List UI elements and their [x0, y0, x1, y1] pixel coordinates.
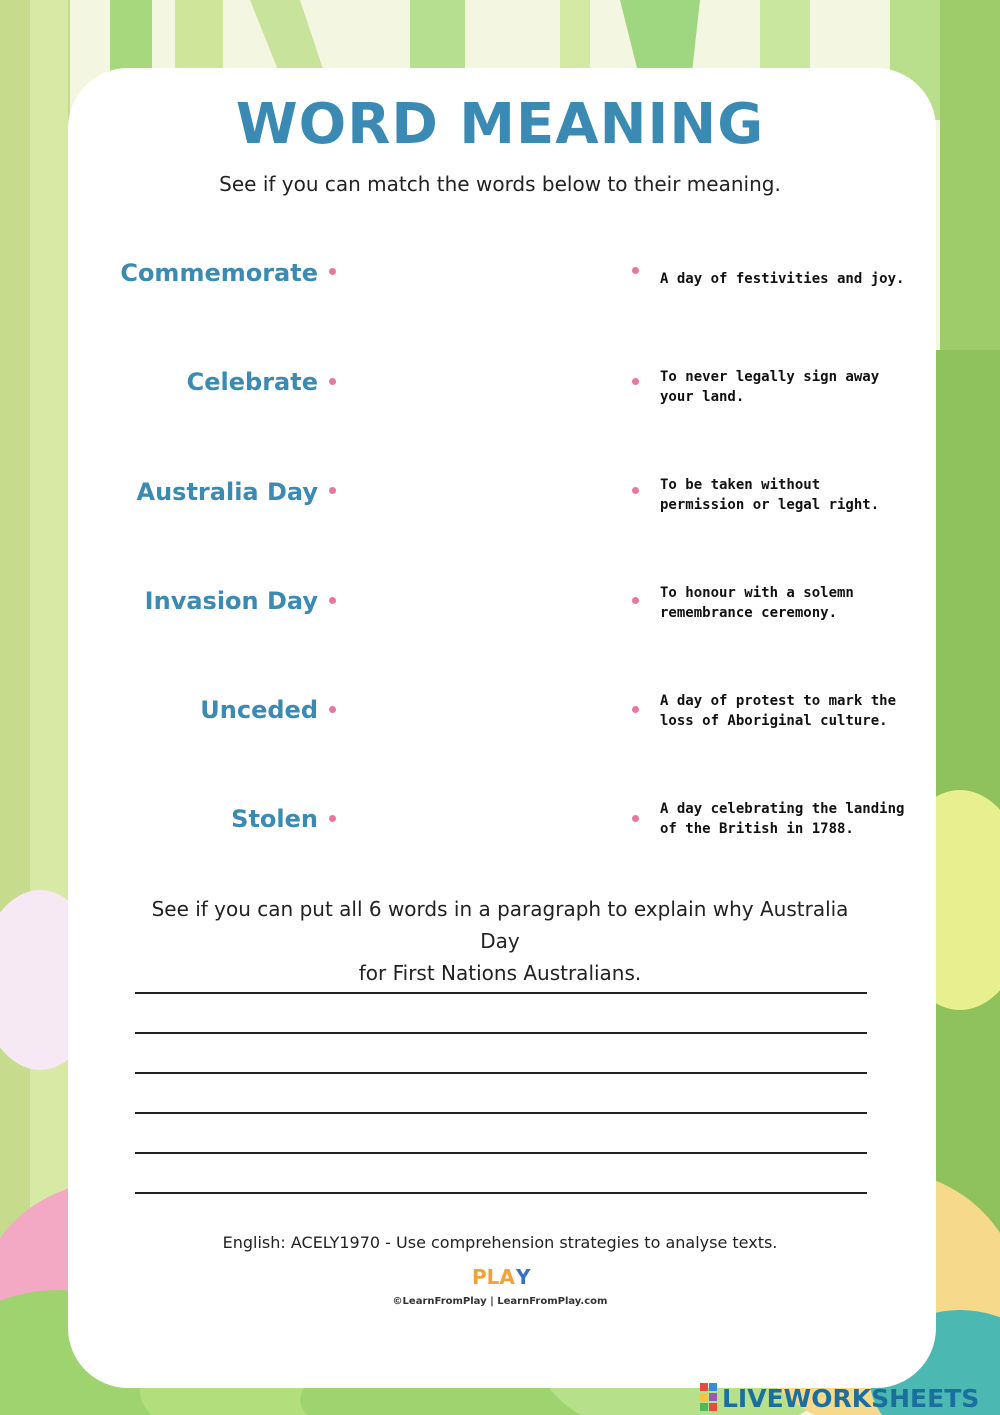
match-dot-right[interactable] — [632, 815, 639, 822]
match-dot-right[interactable] — [632, 378, 639, 385]
paragraph-instruction-line: for First Nations Australians. — [358, 961, 642, 985]
match-dot-left[interactable] — [329, 815, 336, 822]
meaning-text: A day celebrating the landing of the British in 1788. — [660, 801, 905, 837]
writing-line[interactable] — [135, 1152, 867, 1154]
match-dot-right[interactable] — [632, 487, 639, 494]
page-title: WORD MEANING — [235, 92, 765, 157]
writing-line[interactable] — [135, 1112, 867, 1114]
word-label: Commemorate — [120, 259, 318, 287]
meaning-text: To be taken without permission or legal right. — [660, 477, 880, 513]
svg-text:Y: Y — [516, 1265, 531, 1289]
match-dot-left[interactable] — [329, 706, 336, 713]
writing-line[interactable] — [135, 1192, 867, 1194]
match-dot-left[interactable] — [329, 597, 336, 604]
match-dot-left[interactable] — [329, 378, 336, 385]
meaning-text: To honour with a solemn remembrance ceremony. — [660, 585, 854, 621]
paragraph-instruction-line: See if you can put all 6 words in a paragraph to explain why Australia Day — [151, 897, 849, 953]
match-dot-right[interactable] — [632, 706, 639, 713]
writing-line[interactable] — [135, 1072, 867, 1074]
word-label: Stolen — [231, 805, 318, 833]
meaning-text: A day of protest to mark the loss of Aboriginal culture. — [660, 693, 897, 729]
meaning-text: To never legally sign away your land. — [660, 369, 880, 405]
paragraph-instruction — [130, 893, 870, 989]
svg-text:LIVEWORKSHEETS: LIVEWORKSHEETS — [722, 1384, 980, 1411]
word-label: Invasion Day — [144, 587, 318, 615]
match-dot-left[interactable] — [329, 487, 336, 494]
curriculum-code: English: ACELY1970 - Use comprehension strategies to analyse texts. — [222, 1233, 778, 1252]
writing-line[interactable] — [135, 1032, 867, 1034]
meaning-text: A day of festivities and joy. — [660, 271, 905, 287]
learnfromplay-logo — [470, 1263, 534, 1289]
copyright-text: ©LearnFromPlay | LearnFromPlay.com — [392, 1296, 608, 1307]
word-label: Australia Day — [136, 478, 318, 506]
match-dot-left[interactable] — [329, 268, 336, 275]
liveworksheets-logo — [700, 1379, 996, 1411]
instruction-text: See if you can match the words below to their meaning. — [219, 172, 781, 196]
word-label: Unceded — [200, 696, 318, 724]
svg-text:PLA: PLA — [472, 1265, 515, 1289]
word-label: Celebrate — [186, 368, 318, 396]
match-dot-right[interactable] — [632, 267, 639, 274]
match-dot-right[interactable] — [632, 597, 639, 604]
writing-line[interactable] — [135, 992, 867, 994]
